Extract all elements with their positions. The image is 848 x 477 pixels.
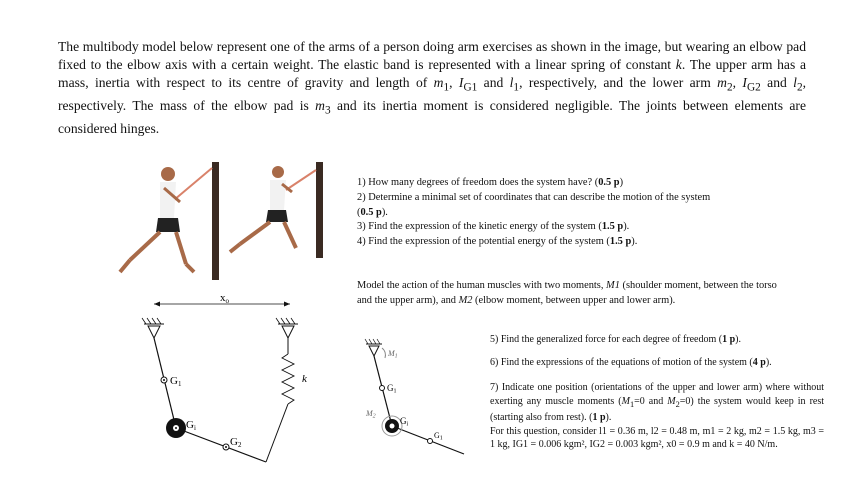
photo-right <box>222 160 334 258</box>
question-4: 4) Find the expression of the potential energy of the system (1.5 p). <box>357 236 638 248</box>
photo-left <box>100 160 219 280</box>
m1-moment-label: M1 <box>388 349 398 360</box>
g1b-label: G1 <box>387 383 397 395</box>
question-1: 1) How many degrees of freedom does the system have? (0.5 p) <box>357 177 624 188</box>
question-6: 6) Find the expressions of the equations of motion of the system (4 p). <box>490 357 772 368</box>
gi-label: Gi <box>186 419 196 432</box>
question-5: 5) Find the generalized force for each degree of freedom (1 p). <box>490 334 742 345</box>
g1-label: G1 <box>170 375 182 388</box>
spring-k-label: k <box>302 373 307 385</box>
exercise-photos <box>100 160 340 280</box>
gib-label: Gi <box>400 416 409 428</box>
question-2: 2) Determine a minimal set of coordinates that can describe the motion of the system <box>357 191 711 203</box>
question-7-constants: For this question, consider l1 = 0.36 m, l2 = 0.48 m, m1 = 2 kg, m2 = 1.5 kg, m3 = 1 kg, IG1 = 0.006 kgm², IG2 = 0.003 kgm², x0 = 0.9 m and k = 40 N/m. <box>490 425 824 451</box>
multibody-diagram <box>120 290 340 470</box>
m2-moment-label: M2 <box>366 409 376 420</box>
g2b-label: G1 <box>434 431 443 442</box>
question-2-points: (0.5 p). <box>357 206 388 218</box>
question-7: 7) Indicate one position (orientations of the upper and lower arm) where without exerting any muscle moments ($M_1=0$ and $M_2=0$) the system would keep in rest (starting also from rest). (1 p). For this question, consider l1 = 0.36 m, l2 = 0.48 m, m1 = 2 kg, m2 = 1.5 kg, m3 = 1 kg, IG1 = 0.006 kgm², IG2 = 0.003 kgm², x0 = 0.9 m and k = 40 N/m. <box>490 382 825 451</box>
x0-label: xo <box>220 292 229 305</box>
moments-diagram <box>352 338 482 463</box>
g2-label: G2 <box>230 436 242 449</box>
questions-1-4 <box>357 176 787 250</box>
muscle-model-text: Model the action of the human muscles with two moments, M1 (shoulder moment, between the torso and the upper arm), and M2 (elbow moment, between upper and lower arm). <box>357 280 777 306</box>
question-3: 3) Find the expression of the kinetic energy of the system (1.5 p). <box>357 221 630 233</box>
intro-paragraph: The multibody model below represent one of the arms of a person doing arm exercises as shown in the image, but wearing an elbow pad fixed to the elbow axis with a certain weight. The elastic band is represented with a linear spring of constant k. The upper arm has a mass, inertia with respect to its centre of gravity and length of $m_1$, $I_{G1}$ and $l_1$, respectively, and the lower arm $m_2$, $I_{G2}$ and $l_2$, respectively. The mass of the elbow pad is $m_3$ and its inertia moment is considered negligible. The joints between elements are considered hinges. <box>58 39 807 137</box>
